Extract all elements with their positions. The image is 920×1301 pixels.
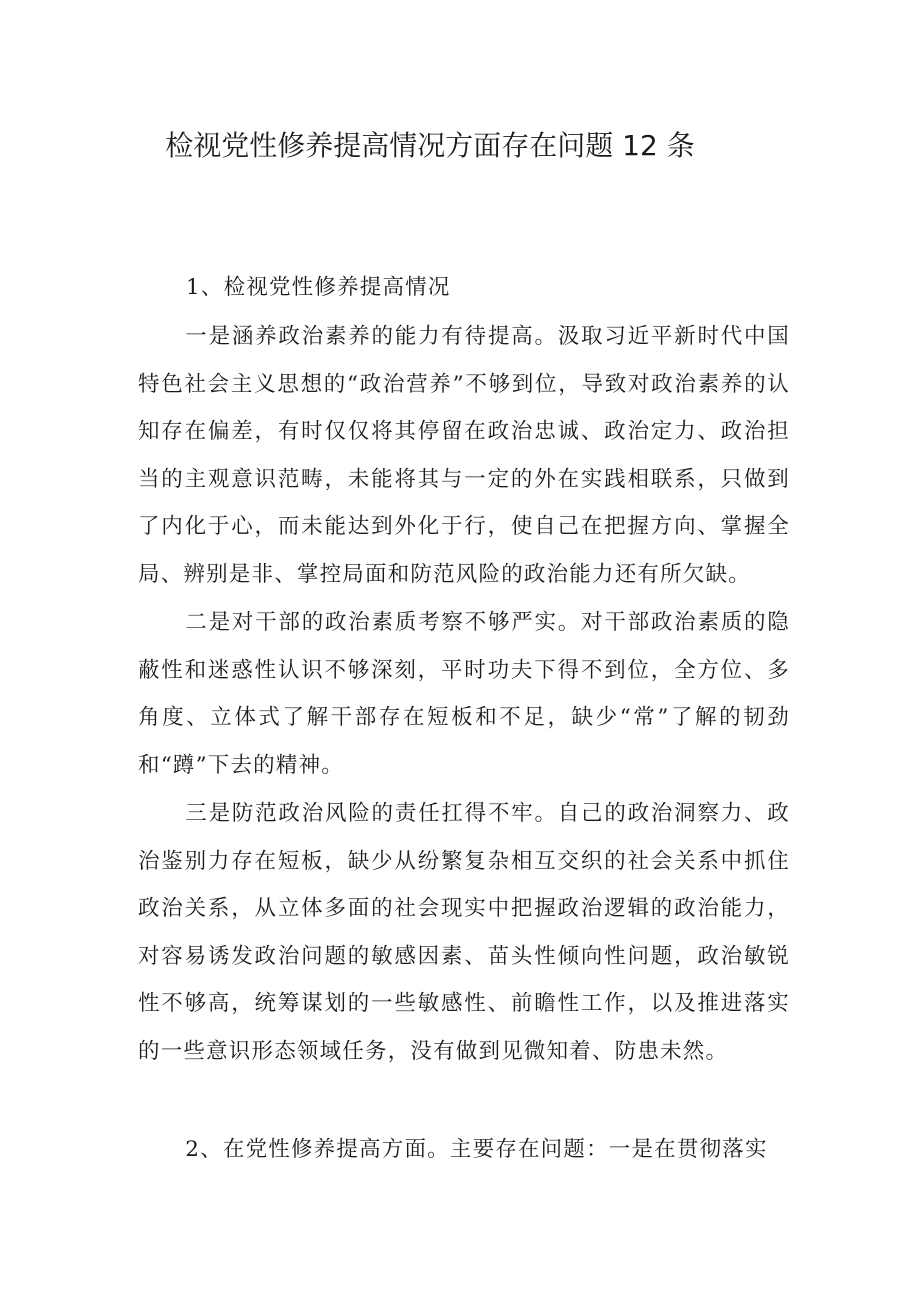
paragraph-3 bbox=[138, 790, 790, 1076]
section-heading-2-paragraph bbox=[138, 1126, 790, 1174]
paragraph-1 bbox=[138, 313, 790, 599]
section-heading-1: 1、检视党性修养提高情况 bbox=[186, 275, 451, 300]
paragraph-3-text: 三是防范政治风险的责任扛得不牢。自己的政治洞察力、政治鉴别力存在短板，缺少从纷繁复杂相互交织的社会关系中抓住政治关系，从立体多面的社会现实中把握政治逻辑的政治能力，对容易诱发政治问题的敏感因素、苗头性倾向性问题，政治敏锐性不够高，统筹谋划的一些敏感性、前瞻性工作，以及推进落实的一些意识形态领域任务，没有做到见微知着、防患未然。 bbox=[138, 801, 790, 1064]
paragraph-2-text: 二是对干部的政治素质考察不够严实。对干部政治素质的隐蔽性和迷惑性认识不够深刻，平时功夫下得不到位，全方位、多角度、立体式了解干部存在短板和不足，缺少“常”了解的韧劲和“蹲”下去的精神。 bbox=[138, 610, 790, 778]
document-title: 检视党性修养提高情况方面存在问题 12 条 bbox=[165, 129, 695, 162]
paragraph-2 bbox=[138, 599, 790, 789]
paragraph-1-text: 一是涵养政治素养的能力有待提高。汲取习近平新时代中国特色社会主义思想的“政治营养”不够到位，导致对政治素养的认知存在偏差，有时仅仅将其停留在政治忠诚、政治定力、政治担当的主观意识范畴，未能将其与一定的外在实践相联系，只做到了内化于心，而未能达到外化于行，使自己在把握方向、掌握全局、辨别是非、掌控局面和防范风险的政治能力还有所欠缺。 bbox=[138, 324, 790, 587]
paragraph-4-text: 2、在党性修养提高方面。主要存在问题：一是在贯彻落实 bbox=[185, 1137, 768, 1162]
